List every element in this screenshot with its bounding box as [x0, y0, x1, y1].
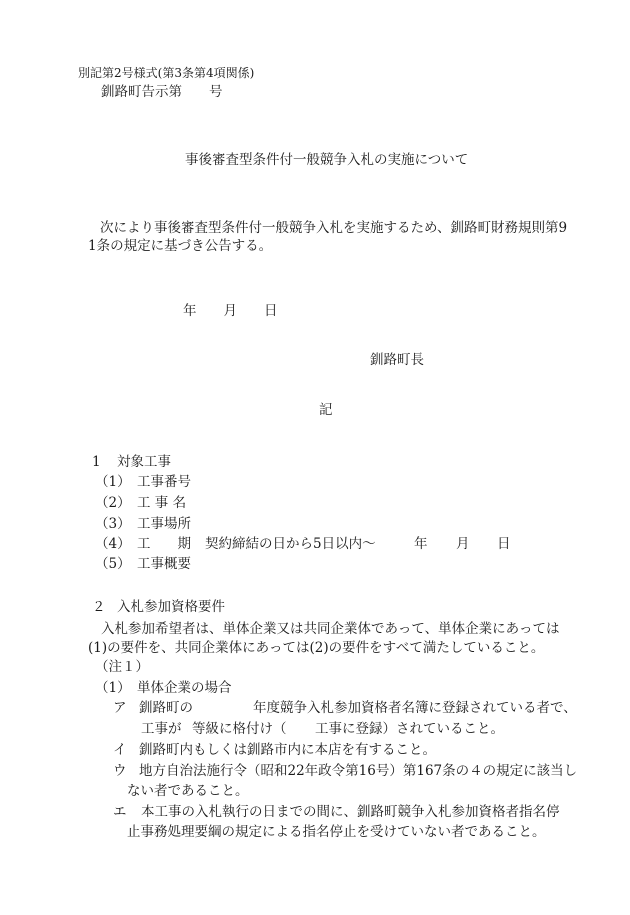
construction-period-value: 契約締結の日から5日以内～	[205, 536, 376, 552]
item-number: （1）	[95, 474, 131, 490]
sub1-number: （1）	[95, 680, 131, 696]
period-month: 月	[456, 536, 470, 552]
item-number: （4）	[95, 536, 131, 552]
note-label: （注１）	[95, 659, 149, 675]
item-e-text: 本工事の入札執行の日までの間に、釧路町競争入札参加資格者指名停	[141, 804, 560, 820]
section1-number: 1	[92, 454, 101, 470]
item-a-cont-part2: 等級に格付け（	[192, 721, 287, 737]
item-label: 工 事 名	[137, 495, 187, 511]
period-year: 年	[414, 536, 428, 552]
item-u-marker: ウ	[113, 763, 127, 779]
section2-number: ２	[92, 599, 106, 615]
item-a-part1: 釧路町の	[139, 700, 193, 716]
item-u-text: 地方自治法施行令（昭和22年政令第16号）第167条の４の規定に該当し	[139, 763, 578, 779]
item-e-marker: エ	[113, 804, 127, 820]
signatory: 釧路町長	[370, 352, 424, 368]
item-number: （5）	[95, 556, 131, 572]
item-label: 工事番号	[137, 474, 191, 490]
document-title: 事後審査型条件付一般競争入札の実施について	[185, 152, 469, 168]
date-line: 年 月 日	[183, 303, 278, 319]
form-note: 別記第2号様式(第3条第4項関係)	[78, 66, 255, 80]
item-number: （3）	[95, 516, 131, 532]
item-a-part2: 年度競争入札参加資格者名簿に登録されている者で、	[253, 700, 577, 716]
section2-heading: 入札参加資格要件	[117, 599, 225, 615]
item-label: 工事概要	[137, 556, 191, 572]
item-label: 工 期	[137, 536, 191, 552]
item-a-cont-part1: 工事が	[141, 721, 182, 737]
ki-heading: 記	[319, 402, 333, 418]
item-e-cont: 止事務処理要綱の規定による指名停止を受けていない者であること。	[127, 824, 546, 840]
item-i-text: 釧路町内もしくは釧路市内に本店を有すること。	[139, 742, 436, 758]
item-a-marker: ア	[113, 700, 127, 716]
section1-heading: 対象工事	[117, 454, 171, 470]
intro-line-2: 1条の規定に基づき公告する。	[88, 238, 273, 254]
section2-para-line-2: (1)の要件を、共同企業体にあっては(2)の要件をすべて満たしていること。	[88, 640, 545, 656]
item-u-cont: ない者であること。	[127, 783, 249, 799]
item-a-cont-part3: 工事に登録）されていること。	[315, 721, 504, 737]
item-label: 工事場所	[137, 516, 191, 532]
section2-para-line-1: 入札参加希望者は、単体企業又は共同企業体であって、単体企業にあっては	[101, 621, 560, 637]
item-number: （2）	[95, 495, 131, 511]
period-day: 日	[497, 536, 511, 552]
notice-number: 釧路町告示第 号	[101, 84, 223, 100]
item-i-marker: イ	[113, 742, 127, 758]
sub1-heading: 単体企業の場合	[137, 680, 232, 696]
intro-line-1: 次により事後審査型条件付一般競争入札を実施するため、釧路町財務規則第9	[100, 220, 568, 236]
